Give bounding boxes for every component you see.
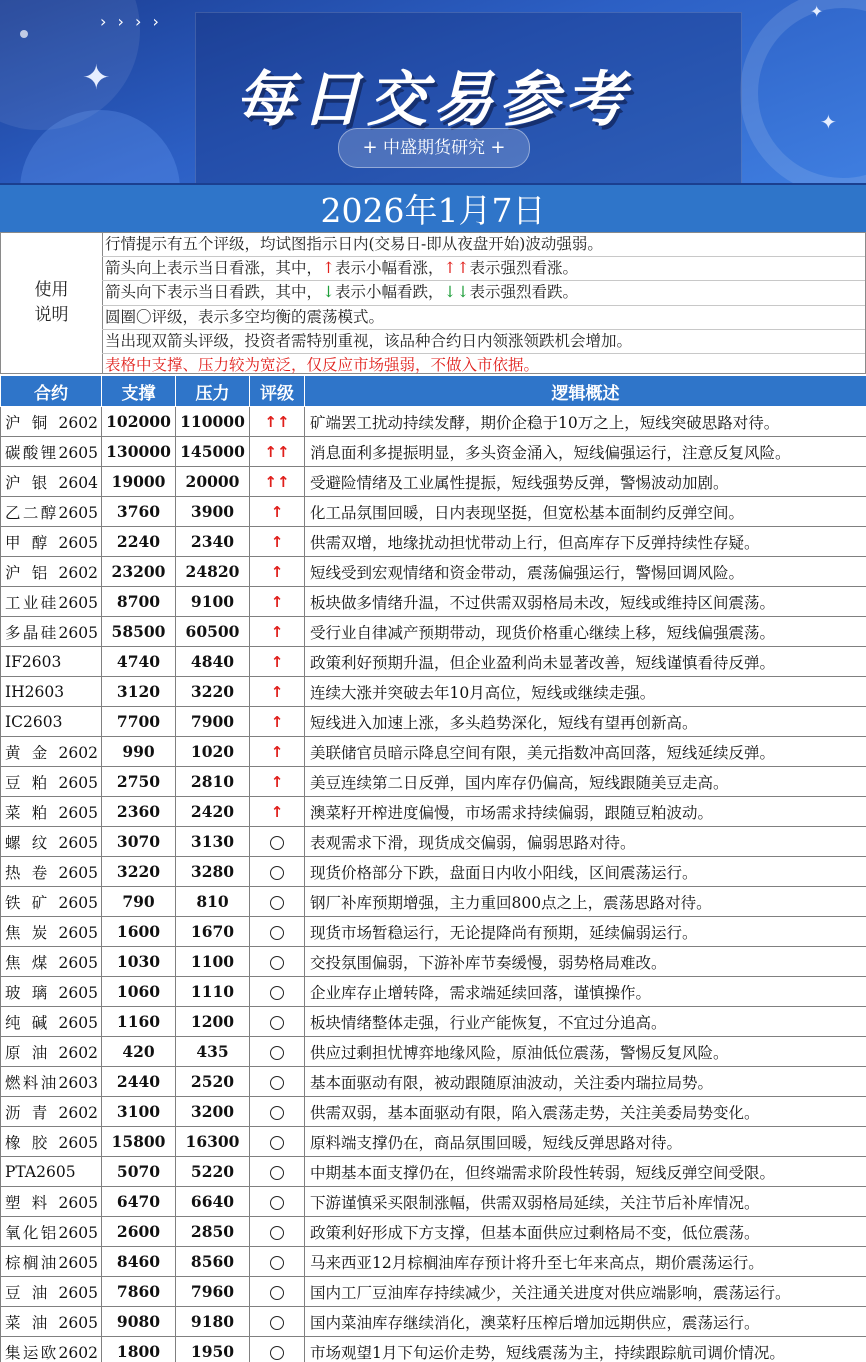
contract-cell: 黄金2602 bbox=[1, 737, 102, 767]
table-row bbox=[1, 947, 866, 977]
resistance-cell: 1100 bbox=[176, 947, 250, 977]
table-row bbox=[1, 1007, 866, 1037]
contract-cell: 铁矿2605 bbox=[1, 887, 102, 917]
logic-cell: 中期基本面支撑仍在，但终端需求阶段性转弱，短线反弹空间受限。 bbox=[305, 1157, 866, 1187]
resistance-cell: 435 bbox=[176, 1037, 250, 1067]
resistance-cell: 7900 bbox=[176, 707, 250, 737]
resistance-cell: 810 bbox=[176, 887, 250, 917]
support-cell: 102000 bbox=[102, 407, 176, 437]
rating-cell bbox=[250, 977, 305, 1007]
up-arrow-icon: ↑ bbox=[270, 682, 284, 701]
col-header-resistance: 压力 bbox=[176, 376, 250, 407]
resistance-cell: 16300 bbox=[176, 1127, 250, 1157]
resistance-cell: 3220 bbox=[176, 677, 250, 707]
up-arrow-icon: ↑ bbox=[270, 802, 284, 821]
support-cell: 5070 bbox=[102, 1157, 176, 1187]
resistance-cell: 145000 bbox=[176, 437, 250, 467]
support-cell: 8460 bbox=[102, 1247, 176, 1277]
logic-cell: 化工品氛围回暖，日内表现坚挺，但宽松基本面制约反弹空间。 bbox=[305, 497, 866, 527]
logic-cell: 国内菜油库存继续消化，澳菜籽压榨后增加远期供应，震荡运行。 bbox=[305, 1307, 866, 1337]
support-cell: 7860 bbox=[102, 1277, 176, 1307]
contract-cell: 甲醇2605 bbox=[1, 527, 102, 557]
logic-cell: 政策利好预期升温，但企业盈利尚未显著改善，短线谨慎看待反弹。 bbox=[305, 647, 866, 677]
rating-cell bbox=[250, 647, 305, 677]
rating-cell bbox=[250, 587, 305, 617]
rating-cell bbox=[250, 947, 305, 977]
resistance-cell: 3200 bbox=[176, 1097, 250, 1127]
support-cell: 4740 bbox=[102, 647, 176, 677]
resistance-cell: 2810 bbox=[176, 767, 250, 797]
rating-cell bbox=[250, 1127, 305, 1157]
rating-cell bbox=[250, 737, 305, 767]
up-arrow-icon: ↑ bbox=[270, 742, 284, 761]
logic-cell: 企业库存止增转降，需求端延续回落，谨慎操作。 bbox=[305, 977, 866, 1007]
neutral-circle-icon bbox=[270, 956, 284, 970]
table-row bbox=[1, 467, 866, 497]
logic-cell: 板块做多情绪升温，不过供需双弱格局未改，短线或维持区间震荡。 bbox=[305, 587, 866, 617]
table-row bbox=[1, 827, 866, 857]
contract-cell: 沪铝2602 bbox=[1, 557, 102, 587]
table-row bbox=[1, 1337, 866, 1362]
neutral-circle-icon bbox=[270, 1256, 284, 1270]
neutral-circle-icon bbox=[270, 1316, 284, 1330]
resistance-cell: 4840 bbox=[176, 647, 250, 677]
logic-cell: 澳菜籽开榨进度偏慢，市场需求持续偏弱，跟随豆粕波动。 bbox=[305, 797, 866, 827]
support-cell: 9080 bbox=[102, 1307, 176, 1337]
resistance-cell: 24820 bbox=[176, 557, 250, 587]
logic-cell: 原料端支撑仍在，商品氛围回暖，短线反弹思路对待。 bbox=[305, 1127, 866, 1157]
rating-cell bbox=[250, 407, 305, 437]
logic-cell: 钢厂补库预期增强，主力重回800点之上，震荡思路对待。 bbox=[305, 887, 866, 917]
usage-line: 箭头向上表示当日看涨，其中，↑表示小幅看涨，↑↑表示强烈看涨。 bbox=[102, 257, 865, 281]
rating-cell bbox=[250, 1097, 305, 1127]
resistance-cell: 3280 bbox=[176, 857, 250, 887]
logic-cell: 连续大涨并突破去年10月高位，短线或继续走强。 bbox=[305, 677, 866, 707]
double-up-arrow-icon: ↑↑ bbox=[264, 442, 290, 461]
usage-label bbox=[1, 233, 103, 373]
support-cell: 2440 bbox=[102, 1067, 176, 1097]
rating-cell bbox=[250, 1187, 305, 1217]
header-banner bbox=[0, 0, 866, 183]
support-cell: 2240 bbox=[102, 527, 176, 557]
neutral-circle-icon bbox=[270, 1046, 284, 1060]
resistance-cell: 9100 bbox=[176, 587, 250, 617]
neutral-circle-icon bbox=[270, 866, 284, 880]
neutral-circle-icon bbox=[270, 1226, 284, 1240]
neutral-circle-icon bbox=[270, 896, 284, 910]
table-header-row bbox=[1, 376, 866, 407]
contract-cell: IH2603 bbox=[1, 677, 102, 707]
resistance-cell: 110000 bbox=[176, 407, 250, 437]
support-cell: 3220 bbox=[102, 857, 176, 887]
resistance-cell: 9180 bbox=[176, 1307, 250, 1337]
logic-cell: 美联储官员暗示降息空间有限，美元指数冲高回落，短线延续反弹。 bbox=[305, 737, 866, 767]
rating-cell bbox=[250, 1007, 305, 1037]
support-cell: 1600 bbox=[102, 917, 176, 947]
rating-cell bbox=[250, 827, 305, 857]
contract-cell: 氧化铝2605 bbox=[1, 1217, 102, 1247]
table-body bbox=[1, 407, 866, 1362]
plus-icon: + bbox=[362, 137, 378, 158]
logic-cell: 供需双增，地缘扰动担忧带动上行，但高库存下反弹持续性存疑。 bbox=[305, 527, 866, 557]
rating-cell bbox=[250, 1217, 305, 1247]
rating-cell bbox=[250, 1037, 305, 1067]
support-cell: 1160 bbox=[102, 1007, 176, 1037]
contract-cell: 菜粕2605 bbox=[1, 797, 102, 827]
contract-cell: 沪银2604 bbox=[1, 467, 102, 497]
col-header-contract: 合约 bbox=[1, 376, 102, 407]
sparkle-icon: ✦ bbox=[810, 2, 824, 21]
neutral-circle-icon bbox=[270, 1076, 284, 1090]
usage-lines bbox=[102, 233, 865, 377]
table-row bbox=[1, 527, 866, 557]
logic-cell: 基本面驱动有限，被动跟随原油波动，关注委内瑞拉局势。 bbox=[305, 1067, 866, 1097]
neutral-circle-icon bbox=[270, 1106, 284, 1120]
support-cell: 2360 bbox=[102, 797, 176, 827]
contract-cell: 橡胶2605 bbox=[1, 1127, 102, 1157]
table-row bbox=[1, 1127, 866, 1157]
logic-cell: 供需双弱，基本面驱动有限，陷入震荡走势，关注美委局势变化。 bbox=[305, 1097, 866, 1127]
resistance-cell: 1950 bbox=[176, 1337, 250, 1362]
logic-cell: 现货价格部分下跌，盘面日内收小阳线，区间震荡运行。 bbox=[305, 857, 866, 887]
rating-cell bbox=[250, 917, 305, 947]
up-arrow-icon: ↑ bbox=[270, 772, 284, 791]
contract-cell: 燃料油2603 bbox=[1, 1067, 102, 1097]
logic-cell: 国内工厂豆油库存持续减少，关注通关进度对供应端影响，震荡运行。 bbox=[305, 1277, 866, 1307]
table-row bbox=[1, 407, 866, 437]
contract-cell: 热卷2605 bbox=[1, 857, 102, 887]
decor-dot bbox=[20, 30, 28, 38]
support-cell: 6470 bbox=[102, 1187, 176, 1217]
contract-cell: IC2603 bbox=[1, 707, 102, 737]
contract-cell: 豆粕2605 bbox=[1, 767, 102, 797]
resistance-cell: 3900 bbox=[176, 497, 250, 527]
table-row bbox=[1, 437, 866, 467]
logic-cell: 短线进入加速上涨，多头趋势深化，短线有望再创新高。 bbox=[305, 707, 866, 737]
rating-cell bbox=[250, 557, 305, 587]
usage-label-line: 使用 bbox=[34, 280, 69, 300]
neutral-circle-icon bbox=[270, 926, 284, 940]
support-cell: 3100 bbox=[102, 1097, 176, 1127]
contract-cell: 螺纹2605 bbox=[1, 827, 102, 857]
support-cell: 2600 bbox=[102, 1217, 176, 1247]
up-arrow-icon: ↑ bbox=[270, 592, 284, 611]
contract-cell: 棕榈油2605 bbox=[1, 1247, 102, 1277]
table-row bbox=[1, 797, 866, 827]
resistance-cell: 5220 bbox=[176, 1157, 250, 1187]
table-row bbox=[1, 737, 866, 767]
contract-cell: 玻璃2605 bbox=[1, 977, 102, 1007]
rating-cell bbox=[250, 1157, 305, 1187]
table-row bbox=[1, 587, 866, 617]
table-row bbox=[1, 1157, 866, 1187]
table-row bbox=[1, 1037, 866, 1067]
rating-cell bbox=[250, 767, 305, 797]
logic-cell: 矿端罢工扰动持续发酵，期价企稳于10万之上，短线突破思路对待。 bbox=[305, 407, 866, 437]
support-cell: 1060 bbox=[102, 977, 176, 1007]
support-cell: 3760 bbox=[102, 497, 176, 527]
sparkle-icon: ✦ bbox=[82, 58, 111, 98]
table-row bbox=[1, 557, 866, 587]
resistance-cell: 1200 bbox=[176, 1007, 250, 1037]
up-arrow-icon: ↑ bbox=[270, 532, 284, 551]
resistance-cell: 2420 bbox=[176, 797, 250, 827]
contract-cell: 碳酸锂2605 bbox=[1, 437, 102, 467]
resistance-cell: 8560 bbox=[176, 1247, 250, 1277]
contract-cell: 塑料2605 bbox=[1, 1187, 102, 1217]
usage-line: 行情提示有五个评级，均试图指示日内(交易日-即从夜盘开始)波动强弱。 bbox=[102, 233, 865, 257]
table-row bbox=[1, 1097, 866, 1127]
plus-icon: + bbox=[490, 137, 506, 158]
table-row bbox=[1, 857, 866, 887]
rating-cell bbox=[250, 1067, 305, 1097]
contract-cell: 菜油2605 bbox=[1, 1307, 102, 1337]
usage-line: 圆圈〇评级，表示多空均衡的震荡模式。 bbox=[102, 306, 865, 330]
contract-cell: 沪铜2602 bbox=[1, 407, 102, 437]
up-arrow-icon: ↑ bbox=[270, 502, 284, 521]
contract-cell: 沥青2602 bbox=[1, 1097, 102, 1127]
banner-title: 每日交易参考 bbox=[235, 65, 631, 135]
logic-cell: 下游谨慎采买限制涨幅，供需双弱格局延续，关注节后补库情况。 bbox=[305, 1187, 866, 1217]
contract-cell: IF2603 bbox=[1, 647, 102, 677]
logic-cell: 政策利好形成下方支撑，但基本面供应过剩格局不变，低位震荡。 bbox=[305, 1217, 866, 1247]
table-row bbox=[1, 1067, 866, 1097]
neutral-circle-icon bbox=[270, 1196, 284, 1210]
logic-cell: 短线受到宏观情绪和资金带动，震荡偏强运行，警惕回调风险。 bbox=[305, 557, 866, 587]
contract-cell: 集运欧2602 bbox=[1, 1337, 102, 1362]
rating-cell bbox=[250, 857, 305, 887]
neutral-circle-icon bbox=[270, 1136, 284, 1150]
rating-cell bbox=[250, 677, 305, 707]
double-up-arrow-icon: ↑↑ bbox=[264, 472, 290, 491]
logic-cell: 消息面利多提振明显，多头资金涌入，短线偏强运行，注意反复风险。 bbox=[305, 437, 866, 467]
resistance-cell: 2850 bbox=[176, 1217, 250, 1247]
logic-cell: 交投氛围偏弱，下游补库节奏缓慢，弱势格局难改。 bbox=[305, 947, 866, 977]
support-cell: 1030 bbox=[102, 947, 176, 977]
table-row bbox=[1, 1307, 866, 1337]
contract-cell: 多晶硅2605 bbox=[1, 617, 102, 647]
sparkle-icon: ✦ bbox=[820, 110, 837, 134]
rating-cell bbox=[250, 617, 305, 647]
resistance-cell: 1020 bbox=[176, 737, 250, 767]
table-row bbox=[1, 977, 866, 1007]
neutral-circle-icon bbox=[270, 1346, 284, 1360]
table-row bbox=[1, 677, 866, 707]
contract-cell: 原油2602 bbox=[1, 1037, 102, 1067]
support-cell: 1800 bbox=[102, 1337, 176, 1362]
resistance-cell: 60500 bbox=[176, 617, 250, 647]
up-arrow-icon: ↑ bbox=[270, 622, 284, 641]
rating-cell bbox=[250, 437, 305, 467]
neutral-circle-icon bbox=[270, 1166, 284, 1180]
contract-cell: 纯碱2605 bbox=[1, 1007, 102, 1037]
banner-subtitle-pill bbox=[338, 128, 530, 168]
resistance-cell: 2520 bbox=[176, 1067, 250, 1097]
rating-cell bbox=[250, 497, 305, 527]
usage-instructions bbox=[0, 232, 866, 374]
logic-cell: 马来西亚12月棕榈油库存预计将升至七年来高点，期价震荡运行。 bbox=[305, 1247, 866, 1277]
support-cell: 420 bbox=[102, 1037, 176, 1067]
col-header-rating: 评级 bbox=[250, 376, 305, 407]
support-cell: 990 bbox=[102, 737, 176, 767]
table-row bbox=[1, 647, 866, 677]
table-row bbox=[1, 707, 866, 737]
usage-label-line: 说明 bbox=[34, 305, 69, 325]
rating-cell bbox=[250, 1337, 305, 1362]
contract-cell: PTA2605 bbox=[1, 1157, 102, 1187]
trading-table bbox=[0, 375, 866, 1362]
logic-cell: 受避险情绪及工业属性提振，短线强势反弹，警惕波动加剧。 bbox=[305, 467, 866, 497]
banner-subtitle: 中盛期货研究 bbox=[383, 138, 485, 158]
logic-cell: 板块情绪整体走强，行业产能恢复，不宜过分追高。 bbox=[305, 1007, 866, 1037]
col-header-support: 支撑 bbox=[102, 376, 176, 407]
logic-cell: 受行业自律减产预期带动，现货价格重心继续上移，短线偏强震荡。 bbox=[305, 617, 866, 647]
support-cell: 23200 bbox=[102, 557, 176, 587]
neutral-circle-icon bbox=[270, 1286, 284, 1300]
chevrons-icon: › › › › bbox=[100, 12, 162, 31]
resistance-cell: 6640 bbox=[176, 1187, 250, 1217]
usage-line: 表格中支撑、压力较为宽泛，仅反应市场强弱，不做入市依据。 bbox=[105, 355, 540, 374]
col-header-logic: 逻辑概述 bbox=[305, 376, 866, 407]
rating-cell bbox=[250, 527, 305, 557]
logic-cell: 现货市场暂稳运行，无论提降尚有预期，延续偏弱运行。 bbox=[305, 917, 866, 947]
rating-cell bbox=[250, 1247, 305, 1277]
rating-cell bbox=[250, 1307, 305, 1337]
rating-cell bbox=[250, 887, 305, 917]
neutral-circle-icon bbox=[270, 836, 284, 850]
table-row bbox=[1, 1277, 866, 1307]
resistance-cell: 1670 bbox=[176, 917, 250, 947]
support-cell: 7700 bbox=[102, 707, 176, 737]
rating-cell bbox=[250, 797, 305, 827]
up-arrow-icon: ↑ bbox=[270, 712, 284, 731]
resistance-cell: 3130 bbox=[176, 827, 250, 857]
table-row bbox=[1, 767, 866, 797]
rating-cell bbox=[250, 707, 305, 737]
resistance-cell: 7960 bbox=[176, 1277, 250, 1307]
double-up-arrow-icon: ↑↑ bbox=[264, 412, 290, 431]
support-cell: 15800 bbox=[102, 1127, 176, 1157]
usage-line: 箭头向下表示当日看跌，其中，↓表示小幅看跌，↓↓表示强烈看跌。 bbox=[102, 281, 865, 305]
rating-cell bbox=[250, 467, 305, 497]
table-row bbox=[1, 1247, 866, 1277]
table-row bbox=[1, 887, 866, 917]
neutral-circle-icon bbox=[270, 1016, 284, 1030]
support-cell: 8700 bbox=[102, 587, 176, 617]
up-arrow-icon: ↑ bbox=[270, 562, 284, 581]
support-cell: 3070 bbox=[102, 827, 176, 857]
contract-cell: 工业硅2605 bbox=[1, 587, 102, 617]
contract-cell: 乙二醇2605 bbox=[1, 497, 102, 527]
neutral-circle-icon bbox=[270, 986, 284, 1000]
contract-cell: 焦炭2605 bbox=[1, 917, 102, 947]
support-cell: 2750 bbox=[102, 767, 176, 797]
support-cell: 19000 bbox=[102, 467, 176, 497]
rating-cell bbox=[250, 1277, 305, 1307]
up-arrow-icon: ↑ bbox=[270, 652, 284, 671]
resistance-cell: 2340 bbox=[176, 527, 250, 557]
resistance-cell: 1110 bbox=[176, 977, 250, 1007]
usage-line: 当出现双箭头评级，投资者需特别重视，该品种合约日内领涨领跌机会增加。 bbox=[102, 330, 865, 354]
support-cell: 58500 bbox=[102, 617, 176, 647]
logic-cell: 供应过剩担忧博弈地缘风险，原油低位震荡，警惕反复风险。 bbox=[305, 1037, 866, 1067]
date-bar: 2026年1月7日 bbox=[0, 183, 866, 232]
logic-cell: 美豆连续第二日反弹，国内库存仍偏高，短线跟随美豆走高。 bbox=[305, 767, 866, 797]
support-cell: 3120 bbox=[102, 677, 176, 707]
support-cell: 130000 bbox=[102, 437, 176, 467]
resistance-cell: 20000 bbox=[176, 467, 250, 497]
contract-cell: 豆油2605 bbox=[1, 1277, 102, 1307]
table-row bbox=[1, 617, 866, 647]
logic-cell: 表观需求下滑，现货成交偏弱，偏弱思路对待。 bbox=[305, 827, 866, 857]
contract-cell: 焦煤2605 bbox=[1, 947, 102, 977]
table-row bbox=[1, 497, 866, 527]
table-row bbox=[1, 1187, 866, 1217]
logic-cell: 市场观望1月下旬运价走势，短线震荡为主，持续跟踪航司调价情况。 bbox=[305, 1337, 866, 1362]
table-row bbox=[1, 1217, 866, 1247]
table-row bbox=[1, 917, 866, 947]
support-cell: 790 bbox=[102, 887, 176, 917]
